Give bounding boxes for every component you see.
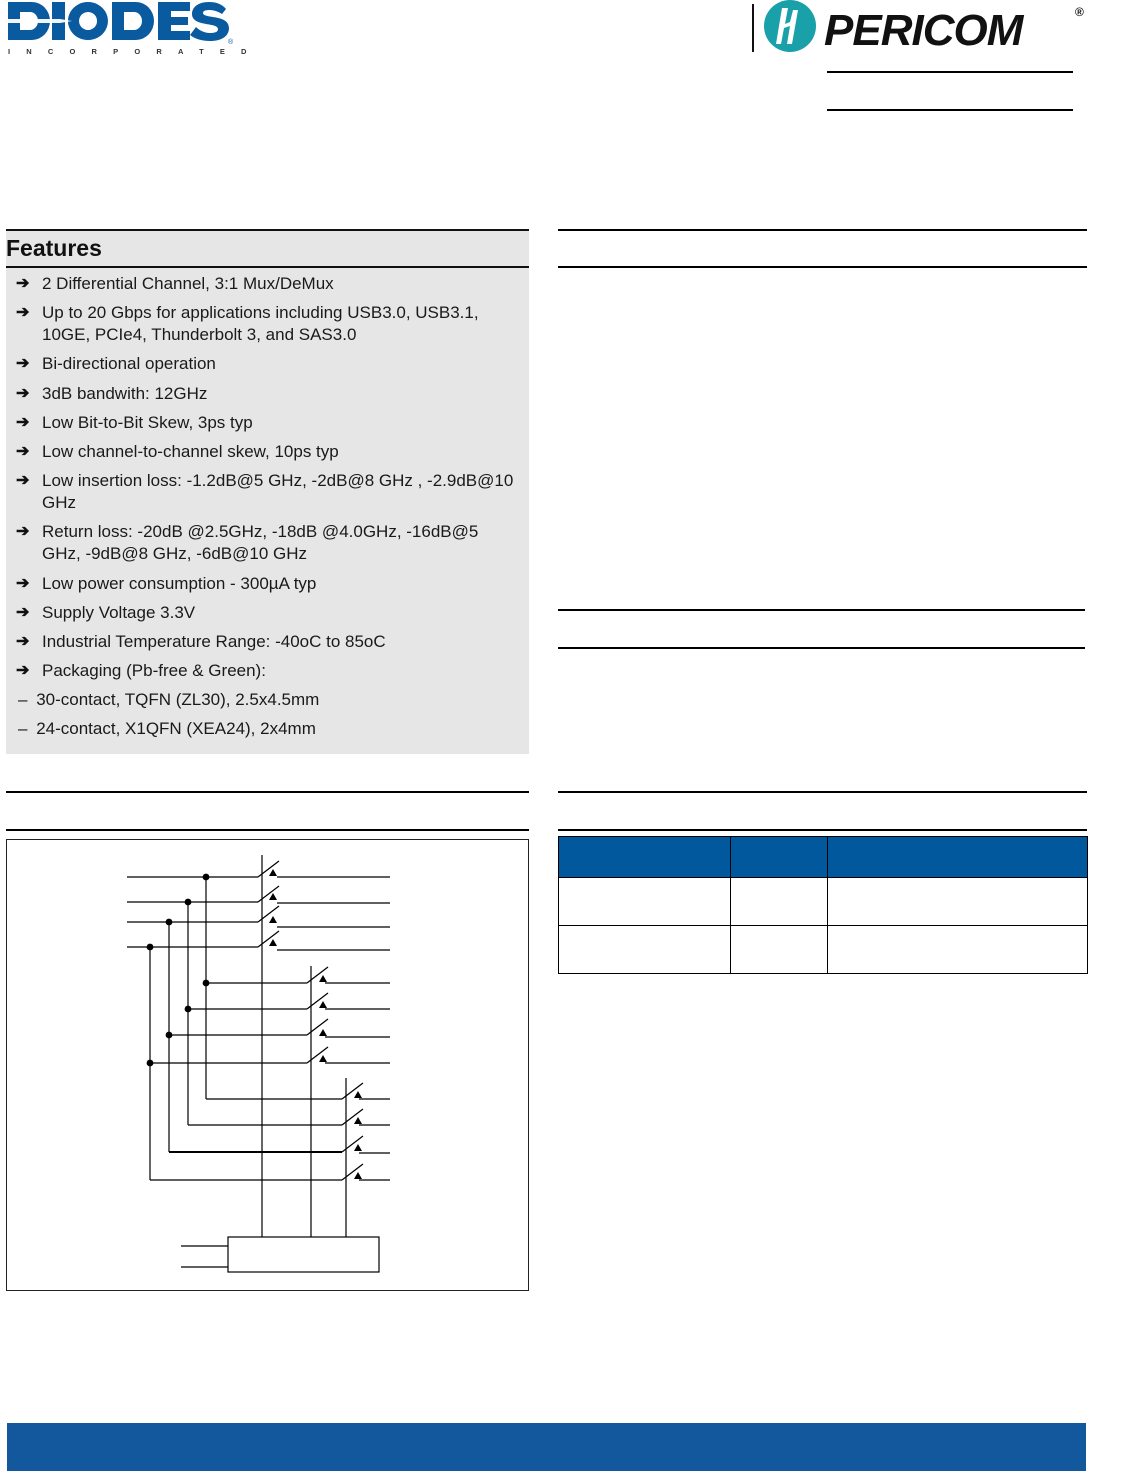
feature-item: ➔ Bi-directional operation xyxy=(16,354,216,374)
footer-bar xyxy=(7,1423,1086,1471)
arrow-right-icon: ➔ xyxy=(16,355,30,373)
applications-rule-top xyxy=(558,609,1085,611)
arrow-right-icon: ➔ xyxy=(16,603,30,621)
table-cell xyxy=(828,878,1088,926)
ordering-rule-top xyxy=(558,791,1087,793)
feature-item: ➔ Low insertion loss: -1.2dB@5 GHz, -2dB@8 GHz , -2.9dB@10 GHz xyxy=(16,471,514,513)
features-title-rule xyxy=(6,266,529,268)
features-section xyxy=(6,229,529,754)
svg-text:®: ® xyxy=(228,39,234,46)
arrow-right-icon: ➔ xyxy=(16,413,30,431)
ordering-table-header xyxy=(559,837,1088,878)
svg-text:INCORPORATED: INCORPORATED xyxy=(8,47,263,56)
features-title: Features xyxy=(6,235,102,261)
ordering-rule-bottom xyxy=(558,829,1087,831)
control-logic-block xyxy=(228,1237,379,1272)
table-row xyxy=(559,926,1088,974)
arrow-right-icon: ➔ xyxy=(16,632,30,650)
feature-sub-item: – 30-contact, TQFN (ZL30), 2.5x4.5mm xyxy=(18,690,320,710)
svg-text:®: ® xyxy=(1075,5,1084,19)
feature-item: ➔ 3dB bandwith: 12GHz xyxy=(16,383,208,403)
features-list xyxy=(16,273,521,748)
arrow-right-icon: ➔ xyxy=(16,662,30,680)
table-cell xyxy=(559,926,731,974)
arrow-right-icon: ➔ xyxy=(16,574,30,592)
block-diagram-svg xyxy=(7,840,530,1292)
ordering-table xyxy=(558,836,1088,974)
feature-item: ➔ Low Bit-to-Bit Skew, 3ps typ xyxy=(16,412,253,432)
arrow-right-icon: ➔ xyxy=(16,384,30,402)
description-rule-top xyxy=(558,229,1087,231)
feature-sub-item: – 24-contact, X1QFN (XEA24), 2x4mm xyxy=(18,719,316,739)
feature-item: ➔ Packaging (Pb-free & Green): xyxy=(16,661,266,681)
table-cell xyxy=(731,926,828,974)
block-diagram-rule-bottom xyxy=(6,829,529,831)
arrow-right-icon: ➔ xyxy=(16,472,30,490)
arrow-right-icon: ➔ xyxy=(16,442,30,460)
features-top-rule xyxy=(6,229,529,231)
table-cell xyxy=(731,878,828,926)
feature-item: ➔ Low power consumption - 300µA typ xyxy=(16,573,317,593)
pericom-logo xyxy=(752,0,1092,56)
applications-rule-bottom xyxy=(558,647,1085,649)
feature-item: ➔ Return loss: -20dB @2.5GHz, -18dB @4.0GHz, -16dB@5 GHz, -9dB@8 GHz, -6dB@10 GHz xyxy=(16,522,479,564)
feature-item: ➔ Supply Voltage 3.3V xyxy=(16,602,196,622)
table-cell xyxy=(559,878,731,926)
diodes-logo xyxy=(6,0,263,58)
block-diagram-rule-top xyxy=(6,791,529,793)
description-rule-bottom xyxy=(558,266,1087,268)
header-rule-top xyxy=(827,71,1073,73)
feature-item: ➔ Industrial Temperature Range: -40oC to 85oC xyxy=(16,631,386,651)
header-cell-package-code xyxy=(731,837,828,878)
block-diagram xyxy=(6,839,529,1291)
table-row xyxy=(559,878,1088,926)
feature-item: ➔ 2 Differential Channel, 3:1 Mux/DeMux xyxy=(16,274,334,293)
feature-item: ➔ Low channel-to-channel skew, 10ps typ xyxy=(16,441,339,461)
arrow-right-icon: ➔ xyxy=(16,304,30,322)
table-cell xyxy=(828,926,1088,974)
arrow-right-icon: ➔ xyxy=(16,275,30,292)
feature-item: ➔ Up to 20 Gbps for applications including USB3.0, USB3.1, 10GE, PCIe4, Thunderbolt 3, and SAS3.0 xyxy=(16,303,479,345)
header-cell-package-description xyxy=(828,837,1088,878)
header-rule-bottom xyxy=(827,109,1073,111)
svg-text:PERICOM: PERICOM xyxy=(824,6,1023,55)
header-cell-part-number xyxy=(559,837,731,878)
arrow-right-icon: ➔ xyxy=(16,523,30,541)
